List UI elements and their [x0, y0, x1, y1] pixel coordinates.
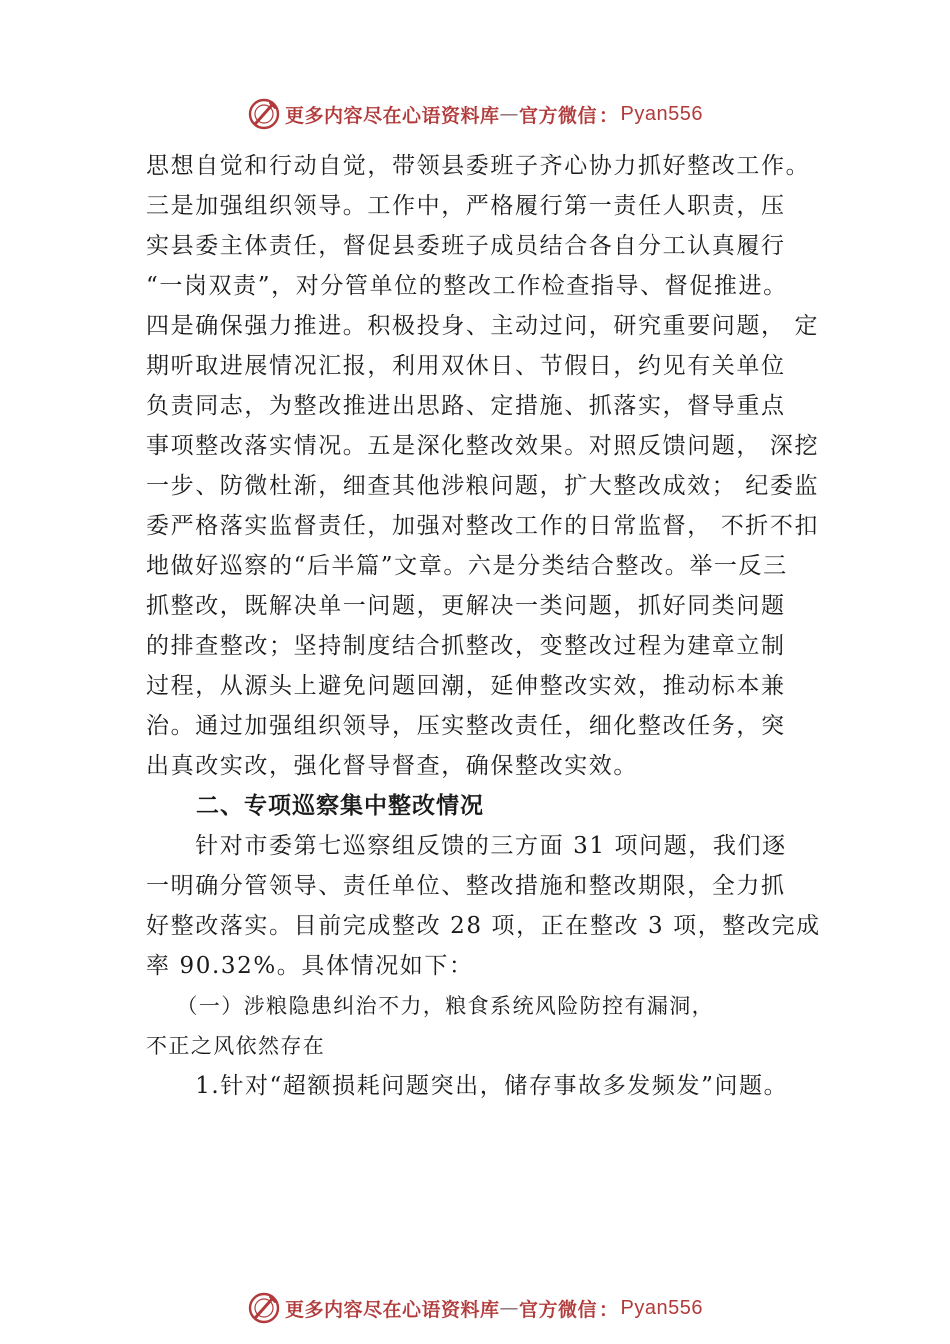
- subsection-heading: （一）涉粮隐患纠治不力，粮食系统风险防控有漏洞，: [146, 994, 715, 1018]
- text-line: 出真改实改，强化督导督查，确保整改实效。: [146, 753, 638, 779]
- text-line: 抓整改，既解决单一问题，更解决一类问题，抓好同类问题: [146, 593, 786, 619]
- item-line: 1.针对“超额损耗问题突出，储存事故多发频发”问题。: [146, 1073, 789, 1099]
- text-line: 地做好巡察的“后半篇”文章。六是分类结合整改。举一反三: [146, 553, 788, 579]
- text-line: 针对市委第七巡察组反馈的三方面 31 项问题，我们逐: [146, 833, 787, 859]
- text-line: 治。通过加强组织领导，压实整改责任，细化整改任务，突: [146, 713, 786, 739]
- text-line: 负责同志，为整改推进出思路、定措施、抓落实，督导重点: [146, 393, 786, 419]
- text-line: 四是确保强力推进。积极投身、主动过问，研究重要问题， 定: [146, 313, 820, 339]
- watermark-brand: 更多内容尽在心语资料库: [284, 1298, 500, 1321]
- document-body: [146, 146, 821, 1106]
- text-line: 事项整改落实情况。五是深化整改效果。对照反馈问题， 深挖: [146, 433, 820, 459]
- text-line: 率 90.32%。具体情况如下：: [146, 953, 474, 979]
- footer-watermark: [0, 1288, 950, 1328]
- logo-icon: [247, 97, 281, 131]
- text-line: 三是加强组织领导。工作中，严格履行第一责任人职责，压: [146, 193, 786, 219]
- watermark-brand: 更多内容尽在心语资料库: [284, 104, 500, 127]
- text-line: 一明确分管领导、责任单位、整改措施和整改期限，全力抓: [146, 873, 786, 899]
- watermark-wechat-id: Pyan556: [620, 1296, 703, 1319]
- text-line: “一岗双责”，对分管单位的整改工作检查指导、督促推进。: [146, 273, 788, 299]
- text-line: 好整改落实。目前完成整改 28 项，正在整改 3 项，整改完成: [146, 913, 821, 939]
- watermark-colon: ：: [599, 104, 619, 127]
- watermark-separator: —: [499, 103, 519, 125]
- text-line: 实县委主体责任，督促县委班子成员结合各自分工认真履行: [146, 233, 786, 259]
- watermark-colon: ：: [599, 1298, 619, 1321]
- watermark-separator: —: [499, 1297, 519, 1319]
- watermark-wechat-id: Pyan556: [620, 102, 703, 125]
- text-line: 的排查整改；坚持制度结合抓整改，变整改过程为建章立制: [146, 633, 786, 659]
- watermark-wechat-label: 官方微信: [519, 104, 598, 127]
- text-line: 委严格落实监督责任，加强对整改工作的日常监督， 不折不扣: [146, 513, 820, 539]
- subsection-heading-cont: 不正之风依然存在: [146, 1034, 326, 1058]
- text-line: 过程，从源头上避免问题回潮，延伸整改实效，推动标本兼: [146, 673, 786, 699]
- text-line: 期听取进展情况汇报，利用双休日、节假日，约见有关单位: [146, 353, 786, 379]
- text-line: 思想自觉和行动自觉，带领县委班子齐心协力抓好整改工作。: [146, 153, 811, 179]
- watermark-wechat-label: 官方微信: [519, 1298, 598, 1321]
- logo-icon: [247, 1291, 281, 1325]
- section-heading: 二、专项巡察集中整改情况: [196, 793, 484, 819]
- text-line: 一步、防微杜渐，细查其他涉粮问题，扩大整改成效； 纪委监: [146, 473, 820, 499]
- header-watermark: [0, 94, 950, 134]
